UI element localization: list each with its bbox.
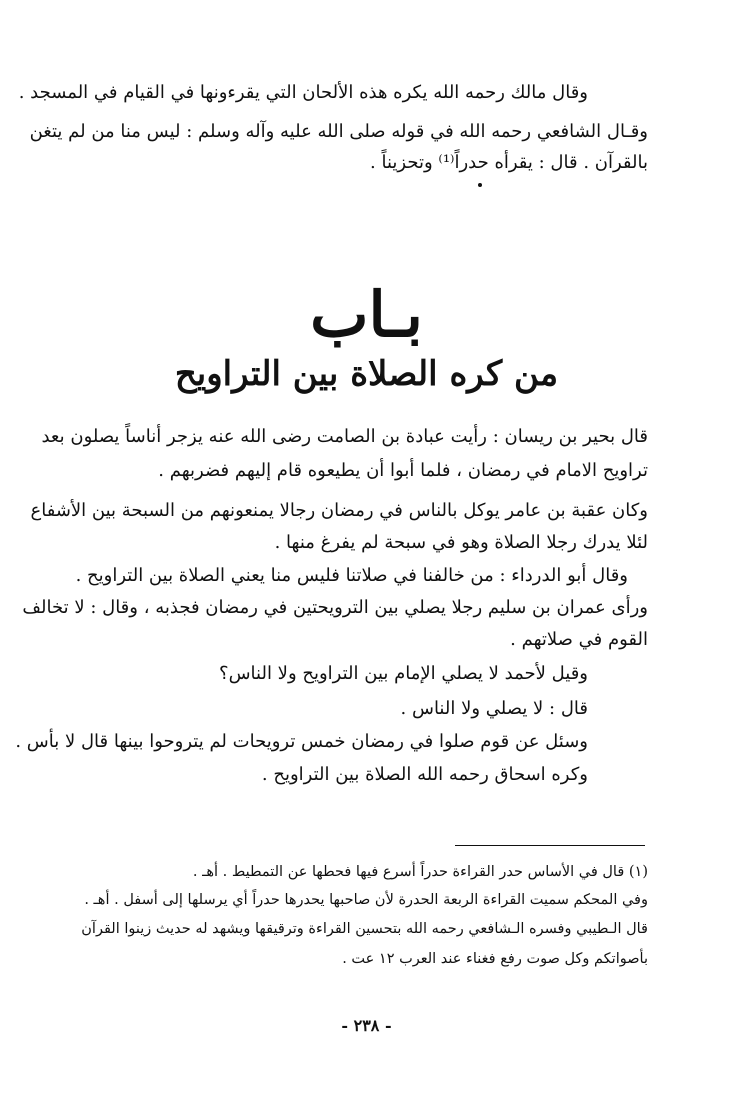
text-line: وسئل عن قوم صلوا في رمضان خمس ترويحات لم يتروحوا بينها قال لا بأس . — [15, 731, 588, 752]
text-line: بالقرآن . قال : يقرأه حدراً⁽¹⁾ وتحزيناً . — [370, 152, 648, 173]
text-line: القوم في صلاتهم . — [510, 629, 648, 650]
text-line: تراويح الامام في رمضان ، فلما أبوا أن يطيعوه قام إليهم فضربهم . — [158, 460, 648, 481]
footnote-line: قال الـطيبي وفسره الـشافعي رحمه الله بتحسين القراءة وترقيقها ويشهد له حديث زينوا القرآن — [81, 921, 648, 937]
footnote-line: بأصواتكم وكل صوت رفع فغناء عند العرب ١٢ عت . — [342, 951, 648, 967]
text-line: وقـال الشافعي رحمه الله في قوله صلى الله عليه وآله وسلم : ليس منا من لم يتغن — [29, 121, 648, 142]
text-line: وقيل لأحمد لا يصلي الإمام بين التراويح ولا الناس؟ — [219, 663, 588, 684]
page-number: - ٢٣٨ - — [341, 1016, 392, 1035]
footnote-line: وفي المحكم سميت القراءة الربعة الحدرة لأن صاحبها يحدرها حدراً أي يرسلها إلى أسفل . أهـ . — [84, 892, 648, 908]
text-line: قال : لا يصلي ولا الناس . — [400, 698, 588, 719]
text-line: وكان عقبة بن عامر يوكل بالناس في رمضان رجالا يمنعونهم من السبحة بين الأشفاع — [30, 500, 648, 521]
chapter-title: بـاب — [310, 278, 423, 351]
footnote-line: (١) قال في الأساس حدر القراءة حدراً أسرع فيها فحطها عن التمطيط . أهـ . — [192, 864, 648, 880]
text-line: وكره اسحاق رحمه الله الصلاة بين التراويح . — [261, 764, 588, 785]
text-line: وقال أبو الدرداء : من خالفنا في صلاتنا فليس منا يعني الصلاة بين التراويح . — [75, 565, 628, 586]
text-line: قال بحير بن ريسان : رأيت عبادة بن الصامت رضى الله عنه يزجر أناساً يصلون بعد — [41, 426, 648, 447]
footnote-divider — [455, 845, 645, 846]
ornament-dot — [478, 183, 482, 187]
text-line: ورأى عمران بن سليم رجلا يصلي بين الترويحتين في رمضان فجذبه ، وقال : لا تخالف — [22, 597, 648, 618]
text-line: وقال مالك رحمه الله يكره هذه الألحان التي يقرءونها في القيام في المسجد . — [18, 82, 588, 103]
text-line: لئلا يدرك رجلا الصلاة وهو في سبحة لم يفرغ منها . — [274, 532, 648, 553]
chapter-subtitle: من كره الصلاة بين التراويح — [174, 354, 559, 394]
